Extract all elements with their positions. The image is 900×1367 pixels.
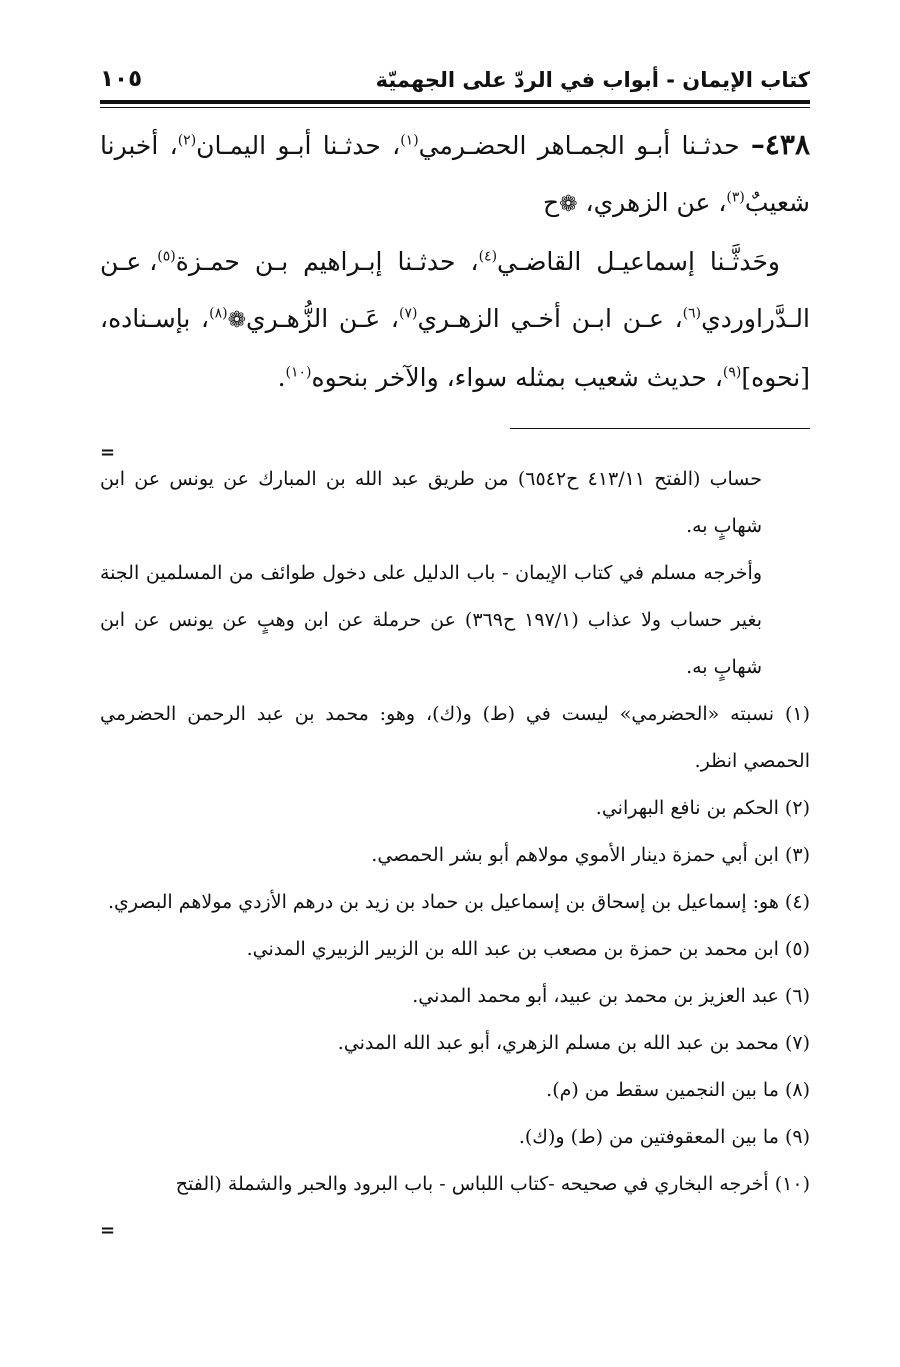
footnote-ref-9[interactable]: (٩) [722,364,742,381]
footnote-2: (٢) الحكم بن نافع البهراني. [595,797,810,819]
footnote-7: (٧) محمد بن عبد الله بن مسلم الزهري، أبو عبد الله المدني. [337,1032,810,1054]
footnote-ref-6[interactable]: (٦) [682,305,702,322]
text-segment: ، حديث شعيب بمثله سواء، والآخر بنحوه [311,363,723,392]
page-number: ١٠٥ [100,66,143,92]
continuation-mark: = [100,442,116,463]
footnote-ref-8[interactable]: (٨) [209,305,228,322]
text-segment: . [277,363,286,392]
text-segment: ح [543,188,560,217]
footnote-4: (٤) هو: إسماعيل بن إسحاق بن إسماعيل بن حماد بن زيد بن درهم الأزدي مولاهم البصري. [107,891,810,913]
hadith-paragraph-1 [100,116,810,233]
running-header [100,64,810,100]
text-segment: ، حدثـنا أبـو اليمـان [196,131,401,160]
star-icon: ❁ [559,192,578,217]
header-rule-thick [100,100,810,104]
text-segment: ، أخبرنا شعيبٌ [100,131,810,217]
footnote-ref-4[interactable]: (٤) [478,248,498,265]
text-segment: حدثـنا أبـو الجمـاهر الحضـرمي [418,131,751,160]
footnotes [100,456,810,1208]
footnote-6: (٦) عبد العزيز بن محمد بن عبيد، أبو محمد المدني. [412,985,810,1007]
footnote-ref-10[interactable]: (١٠) [285,364,312,381]
text-segment: ، عـن ابـن أخـي الزهـري [417,304,683,333]
star-icon: ❁ [227,308,246,333]
footnote-separator [510,428,810,429]
hadith-paragraph-2 [100,233,810,406]
text-segment: ، عَـن الزُّهـري [246,304,399,333]
text-segment: ، عن الزهري، [577,188,727,217]
text-segment: ، حدثـنا إبـراهيم بـن حمـزة [175,247,479,276]
header-rule-thin [100,107,810,108]
footnote-ref-3[interactable]: (٣) [726,189,745,206]
text-segment: ، عـن الـدَّراوردي [100,247,810,333]
hadith-text [100,116,810,406]
continuation-mark-end: = [100,1220,116,1241]
header-title: كتاب الإيمان - أبواب في الردّ على الجهميّة [375,68,810,92]
footnote-10: (١٠) أخرجه البخاري في صحيحه -كتاب اللباس - باب البرود والحبر والشملة (الفتح [175,1173,810,1195]
footnote-9: (٩) ما بين المعقوفتين من (ط) و(ك). [518,1126,810,1148]
text-segment: ، بإسـناده، [نحوه] [100,304,810,392]
footnote-ref-1[interactable]: (١) [400,132,419,149]
text-segment: وحَدثَّـنا إسماعيـل القاضـي [497,247,781,276]
footnote-5: (٥) ابن محمد بن حمزة بن مصعب بن عبد الله بن الزبير الزبيري المدني. [246,938,810,960]
footnote-ref-5[interactable]: (٥) [157,248,176,265]
footnote-continuation: حساب (الفتح ٤١٣/١١ ح٦٥٤٢) من طريق عبد الله بن المبارك عن يونس عن ابن شهابٍ به. [100,468,762,537]
footnote-8: (٨) ما بين النجمين سقط من (م). [546,1079,810,1101]
footnote-continuation: وأخرجه مسلم في كتاب الإيمان - باب الدليل على دخول طوائف من المسلمين الجنة بغير حساب ولا عذاب (١٩٧/١ ح٣٦٩) عن حرملة عن ابن وهبٍ عن يونس عن ابن شهابٍ به. [100,562,762,678]
footnote-1: (١) نسبته «الحضرمي» ليست في (ط) و(ك)، وهو: محمد بن عبد الرحمن الحضرمي الحمصي انظر. [100,703,810,772]
footnote-3: (٣) ابن أبي حمزة دينار الأموي مولاهم أبو بشر الحمصي. [371,844,810,866]
hadith-number: ٤٣٨– [750,128,810,161]
footnote-ref-2[interactable]: (٢) [177,132,197,149]
footnote-ref-7[interactable]: (٧) [398,305,418,322]
